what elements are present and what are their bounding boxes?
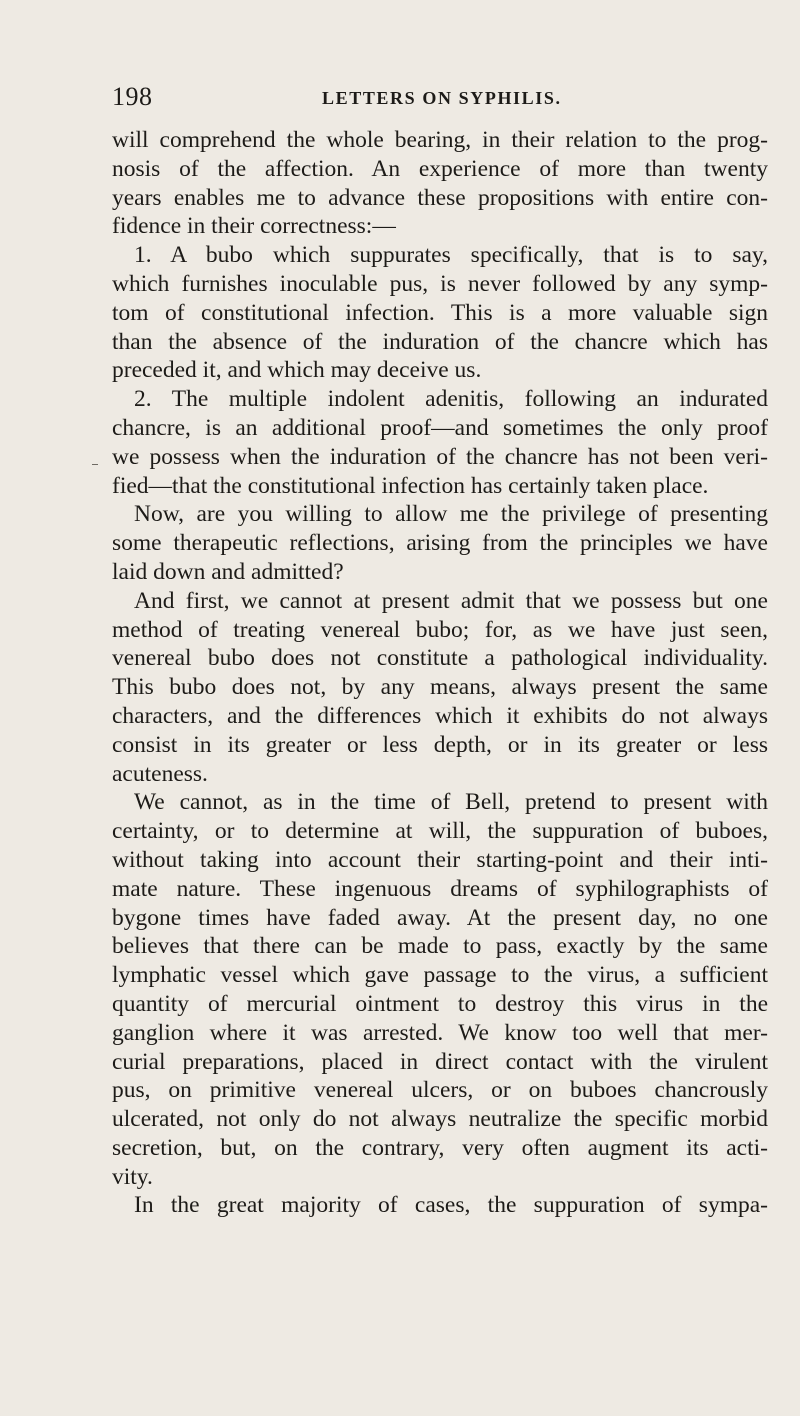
- text-line: mate nature. These ingenuous dreams of syphilographists of: [112, 875, 768, 902]
- page-number: 198: [112, 82, 153, 111]
- text-line: chancre, is an additional proof—and sometimes the only proof: [112, 414, 768, 441]
- text-line: ganglion where it was arrested. We know too well that mer-: [112, 1019, 768, 1046]
- text-line: lymphatic vessel which gave passage to the virus, a sufficient: [112, 962, 768, 989]
- text-line: some therapeutic reflections, arising from the principles we have: [112, 530, 768, 557]
- text-line: bygone times have faded away. At the present day, no one: [112, 904, 768, 931]
- running-title: LETTERS ON SYPHILIS.: [322, 88, 562, 108]
- text-line: secretion, but, on the contrary, very often augment its acti-: [112, 1134, 768, 1161]
- text-line: nosis of the affection. An experience of more than twenty: [112, 155, 768, 182]
- text-line: fied—that the constitutional infection has certainly taken place.: [112, 472, 709, 499]
- text-line: acuteness.: [112, 760, 208, 787]
- text-line: vity.: [112, 1163, 153, 1190]
- text-line: 1. A bubo which suppurates specifically, that is to say,: [134, 242, 768, 269]
- text-line: method of treating venereal bubo; for, as we have just seen,: [112, 616, 768, 643]
- text-line: without taking into account their starting-point and their inti-: [112, 846, 768, 873]
- text-line: certainty, or to determine at will, the suppuration of buboes,: [112, 818, 768, 845]
- text-line: characters, and the differences which it exhibits do not always: [112, 702, 768, 729]
- text-line: which furnishes inoculable pus, is never followed by any symp-: [112, 270, 768, 297]
- text-line: will comprehend the whole bearing, in their relation to the prog-: [112, 127, 768, 153]
- text-line: Now, are you willing to allow me the privilege of presenting: [134, 501, 768, 528]
- text-line: This bubo does not, by any means, always present the same: [112, 674, 768, 701]
- text-line: years enables me to advance these propositions with entire con-: [112, 184, 768, 211]
- text-line: ulcerated, not only do not always neutralize the specific morbid: [112, 1106, 768, 1133]
- text-line: We cannot, as in the time of Bell, pretend to present with: [134, 789, 768, 816]
- text-line: we possess when the induration of the chancre has not been veri-: [112, 443, 768, 470]
- text-line: consist in its greater or less depth, or in its greater or less: [112, 731, 768, 758]
- text-line: curial preparations, placed in direct contact with the virulent: [112, 1048, 768, 1075]
- text-line: preceded it, and which may deceive us.: [112, 357, 482, 384]
- running-head: [110, 82, 770, 112]
- text-line: pus, on primitive venereal ulcers, or on buboes chancrously: [112, 1077, 768, 1104]
- margin-mark: [92, 464, 98, 465]
- text-line: And first, we cannot at present admit that we possess but one: [134, 587, 768, 614]
- text-line: fidence in their correctness:—: [112, 213, 396, 240]
- text-line: tom of constitutional infection. This is a more valuable sign: [112, 299, 768, 326]
- body-text: [112, 126, 768, 1220]
- text-line: 2. The multiple indolent adenitis, following an indurated: [134, 386, 768, 413]
- text-line: believes that there can be made to pass, exactly by the same: [112, 933, 768, 960]
- text-line: quantity of mercurial ointment to destroy this virus in the: [112, 990, 768, 1017]
- text-line: than the absence of the induration of the chancre which has: [112, 328, 768, 355]
- text-line: laid down and admitted?: [112, 558, 344, 585]
- text-line: In the great majority of cases, the suppuration of sympa-: [134, 1192, 768, 1219]
- text-line: venereal bubo does not constitute a pathological individuality.: [112, 645, 768, 672]
